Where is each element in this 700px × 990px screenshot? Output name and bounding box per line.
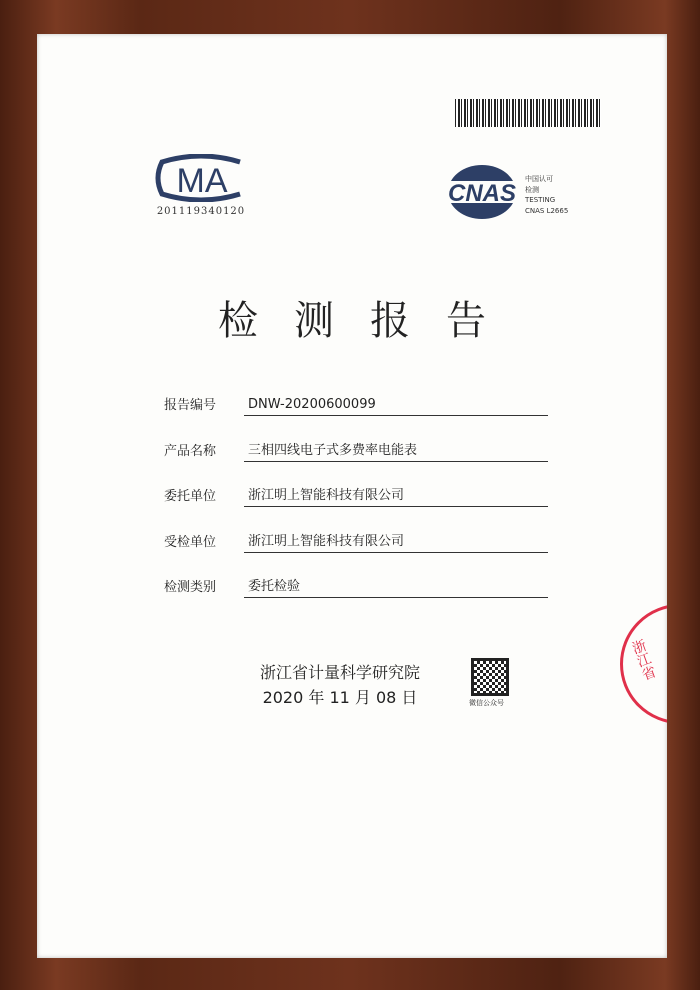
issue-date: 2020 年 11 月 08 日 xyxy=(262,688,418,707)
qr-code xyxy=(471,658,509,696)
field-report-number xyxy=(164,392,548,416)
cnas-line: 检测 xyxy=(525,185,539,194)
field-label: 报告编号 xyxy=(164,398,217,413)
cnas-logo xyxy=(442,162,522,222)
cnas-line: TESTING xyxy=(525,196,556,204)
cnas-info xyxy=(525,174,568,216)
svg-text:CNAS: CNAS xyxy=(447,180,517,207)
field-value: 委托检验 xyxy=(244,575,548,598)
barcode xyxy=(455,99,601,127)
cnas-line: CNAS L2665 xyxy=(525,206,569,215)
field-value: 浙江明上智能科技有限公司 xyxy=(244,530,548,553)
qr-caption: 微信公众号 xyxy=(469,699,504,707)
field-value: 三相四线电子式多费率电能表 xyxy=(244,439,548,462)
cma-number: 201119340120 xyxy=(156,206,246,217)
field-client xyxy=(164,483,548,507)
field-label: 委托单位 xyxy=(164,489,217,504)
report-cover xyxy=(37,34,667,958)
field-product-name xyxy=(164,438,548,462)
field-label: 产品名称 xyxy=(164,444,217,459)
field-inspected-unit xyxy=(164,529,548,553)
report-title: 检测报告 xyxy=(218,298,522,344)
field-label: 检测类别 xyxy=(164,580,217,595)
seal-text: 浙江省 xyxy=(628,637,658,683)
field-test-category xyxy=(164,574,548,598)
field-value: DNW-20200600099 xyxy=(244,397,548,416)
cma-logo xyxy=(152,154,250,202)
issuer: 浙江省计量科学研究院 xyxy=(259,663,420,682)
cnas-line: 中国认可 xyxy=(525,175,553,183)
field-value: 浙江明上智能科技有限公司 xyxy=(244,484,548,507)
field-label: 受检单位 xyxy=(164,535,217,550)
svg-text:MA: MA xyxy=(176,162,228,200)
